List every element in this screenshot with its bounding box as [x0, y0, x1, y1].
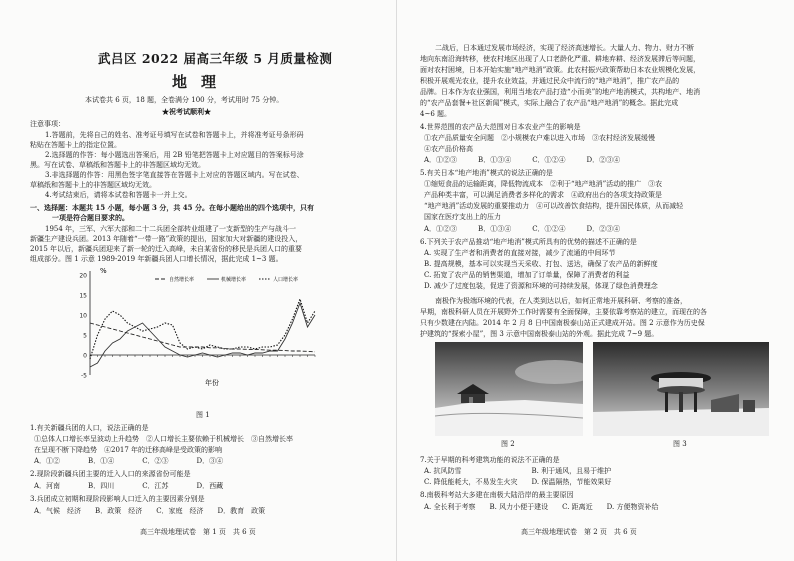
question-option: 产品种类丰富，可以满足消费者多样化的需求 ④政府出台的各项支持政策是: [424, 191, 662, 199]
question-option: A．①②③ B．①③④ C．①②④ D．②③④: [424, 225, 621, 233]
question-option: C. 拓宽了农产品的销售渠道，增加了订单量，保障了消费者的利益: [424, 271, 630, 279]
x-axis-label: 年份: [205, 379, 219, 387]
figure-caption: 图 1: [196, 411, 210, 419]
question-option: 在呈现不断下降趋势 ④2017 年的迁移高峰是受政策的影响: [34, 446, 223, 454]
question-option: ④农产品价格高: [424, 145, 473, 153]
passage-line: 南极作为极端环境的代表，在人类到达以后，如何正常地开展科研、考察的准备，: [435, 297, 687, 305]
passage-line: 组成部分。图 1 示意 1989-2019 年新疆兵团人口增长情况，据此完成 1~3 题。: [30, 255, 283, 263]
legend-label: 人口增长率: [273, 277, 299, 283]
passage-line: 新疆生产建设兵团。2013 年随着“一带一路”政策的提出，国家加大对新疆的建设投入，: [30, 235, 303, 243]
y-tick-label: 10: [79, 312, 87, 320]
legend-label: 自然增长率: [169, 277, 195, 283]
subject-title: 地理: [172, 73, 231, 91]
figure-3-caption: 图 3: [673, 440, 687, 448]
passage-line: 地向东南沿海转移，使农村地区出现了人口老龄化严重、耕地弃耕、经济发展滞后等问题，: [420, 55, 700, 63]
passage-line: 2015 年以后，新疆兵团迎来了新一轮的迁入高峰，未自某省份的移民是兵团人口的重要: [30, 245, 303, 253]
question-option: A．气候 经济 B．政策 经济 C．家庭 经济 D．教育 政策: [34, 507, 266, 515]
passage-line: 二战后，日本通过发展市场经济，实现了经济高速增长。大量人力、物力、财力不断: [435, 44, 694, 52]
page-footer: 高三年级地理试卷 第 2 页 共 6 页: [521, 528, 637, 536]
question-stem: 4.世界范围的农产品大范围对日本农业产生的影响是: [420, 123, 581, 131]
y-tick-label: 20: [79, 272, 87, 280]
series-line-2: [90, 303, 315, 367]
question-stem: 5.有关日本“地产地消”模式的说法正确的是: [420, 169, 553, 177]
passage-line: 的“农产品套餐+社区新闻”模式，实际上融合了农产品“地产地消”的概念。据此完成: [420, 99, 679, 107]
passage-line: 1954 年，三军、六军大部和二十二兵团全部转业组建了一支新型的生产与战斗一: [45, 225, 297, 233]
question-option: A. 实现了生产者和消费者的直接对接，减少了流通的中间环节: [424, 249, 616, 257]
question-option: C. 降低能耗大，不易发生火灾 D. 保温隔热，节能效果好: [424, 478, 612, 486]
exam-info: 本试卷共 6 页，18 题，全卷满分 100 分，考试用时 75 分钟。: [85, 96, 284, 104]
figure-2-photo: [435, 342, 583, 436]
question-option: ①总体人口增长率呈波动上升趋势 ②人口增长主要依赖于机械增长 ③自然增长率: [34, 435, 293, 443]
question-stem: 8.南极科考站大多建在南极大陆沿岸的最主要原因: [420, 491, 574, 499]
y-tick-label: 5: [83, 332, 87, 340]
notes-line: 草稿纸和答题卡上的非答题区域均无效。: [30, 181, 156, 189]
passage-line: 品牌。日本作为农业强国，利用当地农产品打造“小而美”的地产地消模式，共构地产、地消: [420, 88, 701, 96]
question-option: B. 提高规模，基本可以实现当天采收、打包、送达，确保了农产品的新鲜度: [424, 260, 658, 268]
question-option: D. 减少了过度包装，促进了资源和环境的可持续发展，体现了绿色消费理念: [424, 282, 658, 290]
y-tick-label: -5: [81, 372, 87, 380]
legend-label: 机械增长率: [221, 277, 247, 283]
page-footer: 高三年级地理试卷 第 1 页 共 6 页: [140, 528, 256, 536]
section-heading-cont: 一项是符合题目要求的。: [52, 213, 129, 222]
question-stem: 6.下列关于农产品推动“地产地消”模式所具有的优势的描述不正确的是: [420, 238, 637, 246]
question-stem: 1.有关新疆兵团的人口，说法正确的是: [30, 424, 149, 432]
exam-title: 武吕区 2022 届高三年级 5 月质量检测: [98, 51, 333, 66]
figure-2-caption: 图 2: [501, 440, 515, 448]
passage-line: 护建筑的“探索小屋”，图 3 示意中国南极泰山站的外观。据此完成 7~9 题。: [420, 330, 659, 338]
question-stem: 7.关于早期的科考建筑功能的说法不正确的是: [420, 456, 560, 464]
series-line-1: [90, 323, 315, 352]
y-tick-label: 0: [83, 352, 87, 360]
y-axis-label: %: [100, 267, 107, 275]
passage-line: 面对农村困境，日本开始实施“地产地消”政策。此农村振兴政策帮助日本农业规模化发展，: [420, 66, 701, 74]
notes-line: 3.非选择题的作答：用黑色签字笔直接答在答题卡上对应的答题区域内。写在试卷、: [45, 171, 304, 179]
notes-line: 黑。写在试卷、草稿纸和答题卡上的非答题区域均无效。: [30, 161, 205, 169]
question-option: 国家在医疗支出上的压力: [424, 213, 501, 221]
question-option: A. 全长利于考察 B. 风力小便于建设 C. 距离近 D. 方便物资补给: [424, 503, 659, 511]
question-option: A．①②③ B．①③④ C．①②④ D．②③④: [424, 156, 621, 164]
passage-line: 只有少数建在内陆。2014 年 2 月 8 日中国南极泰山站正式建成开站。图 2 示意作为历史保: [420, 319, 705, 327]
y-tick-label: 15: [79, 292, 87, 300]
notes-line: 4.考试结束后，请将本试卷和答题卡一并上交。: [45, 191, 192, 199]
passage-line: 积极开展观光农业，提升农业效益，并通过民众中流行的“地产地消”，推广农产品的: [420, 77, 680, 85]
question-option: ①缩短食品的运输距离，降低物流成本 ②利于“地产地消”活动的推广 ③农: [424, 180, 663, 188]
notes-line: 2.选择题的作答：每小题选出答案后，用 2B 铅笔把答题卡上对应题目的答案标号涂: [45, 151, 304, 159]
section-heading: 一、选择题：本题共 15 小题，每小题 3 分，共 45 分。在每小题给出的四个选项中，只有: [30, 203, 314, 212]
question-stem: 3.兵团成立初期和现阶段影响人口迁入的主要因素分别是: [30, 495, 205, 503]
passage-line: 4~6 题。: [420, 110, 451, 118]
exam-page-2: [397, 0, 794, 561]
question-option: ①农产品质量安全问题 ②小规模农户难以进入市场 ③农村经济发展缓慢: [424, 134, 655, 142]
question-option: “地产地消”活动发展的重要推动力 ④可以改善饮食结构，提升国民体质，从而减轻: [424, 202, 684, 210]
figure-3-photo: [593, 342, 769, 436]
question-option: A．①② B．①④ C．②③ D．③④: [34, 457, 224, 465]
notes-line: 1.答题前，先将自己的姓名、准考证号填写在试卷和答题卡上，并将准考证号条形码: [45, 131, 304, 139]
question-stem: 2.现阶段新疆兵团主要的迁入人口的来源省份可能是: [30, 470, 191, 478]
question-option: A．河南 B．四川 C．江苏 D．西藏: [34, 482, 224, 490]
passage-line: 早期，南极科研人员在开展野外工作时需要有全面保障，主要依靠考察站的建立，而现在的各: [420, 308, 707, 316]
population-growth-chart: [70, 265, 330, 405]
notes-heading: 注意事项：: [30, 120, 65, 128]
notes-line: 粘贴在答题卡上的指定位置。: [30, 141, 121, 149]
question-option: A. 抗风防雪 B. 利于通风，且易于维护: [424, 467, 612, 475]
exam-motto: ★祝考试顺利★: [162, 107, 211, 116]
